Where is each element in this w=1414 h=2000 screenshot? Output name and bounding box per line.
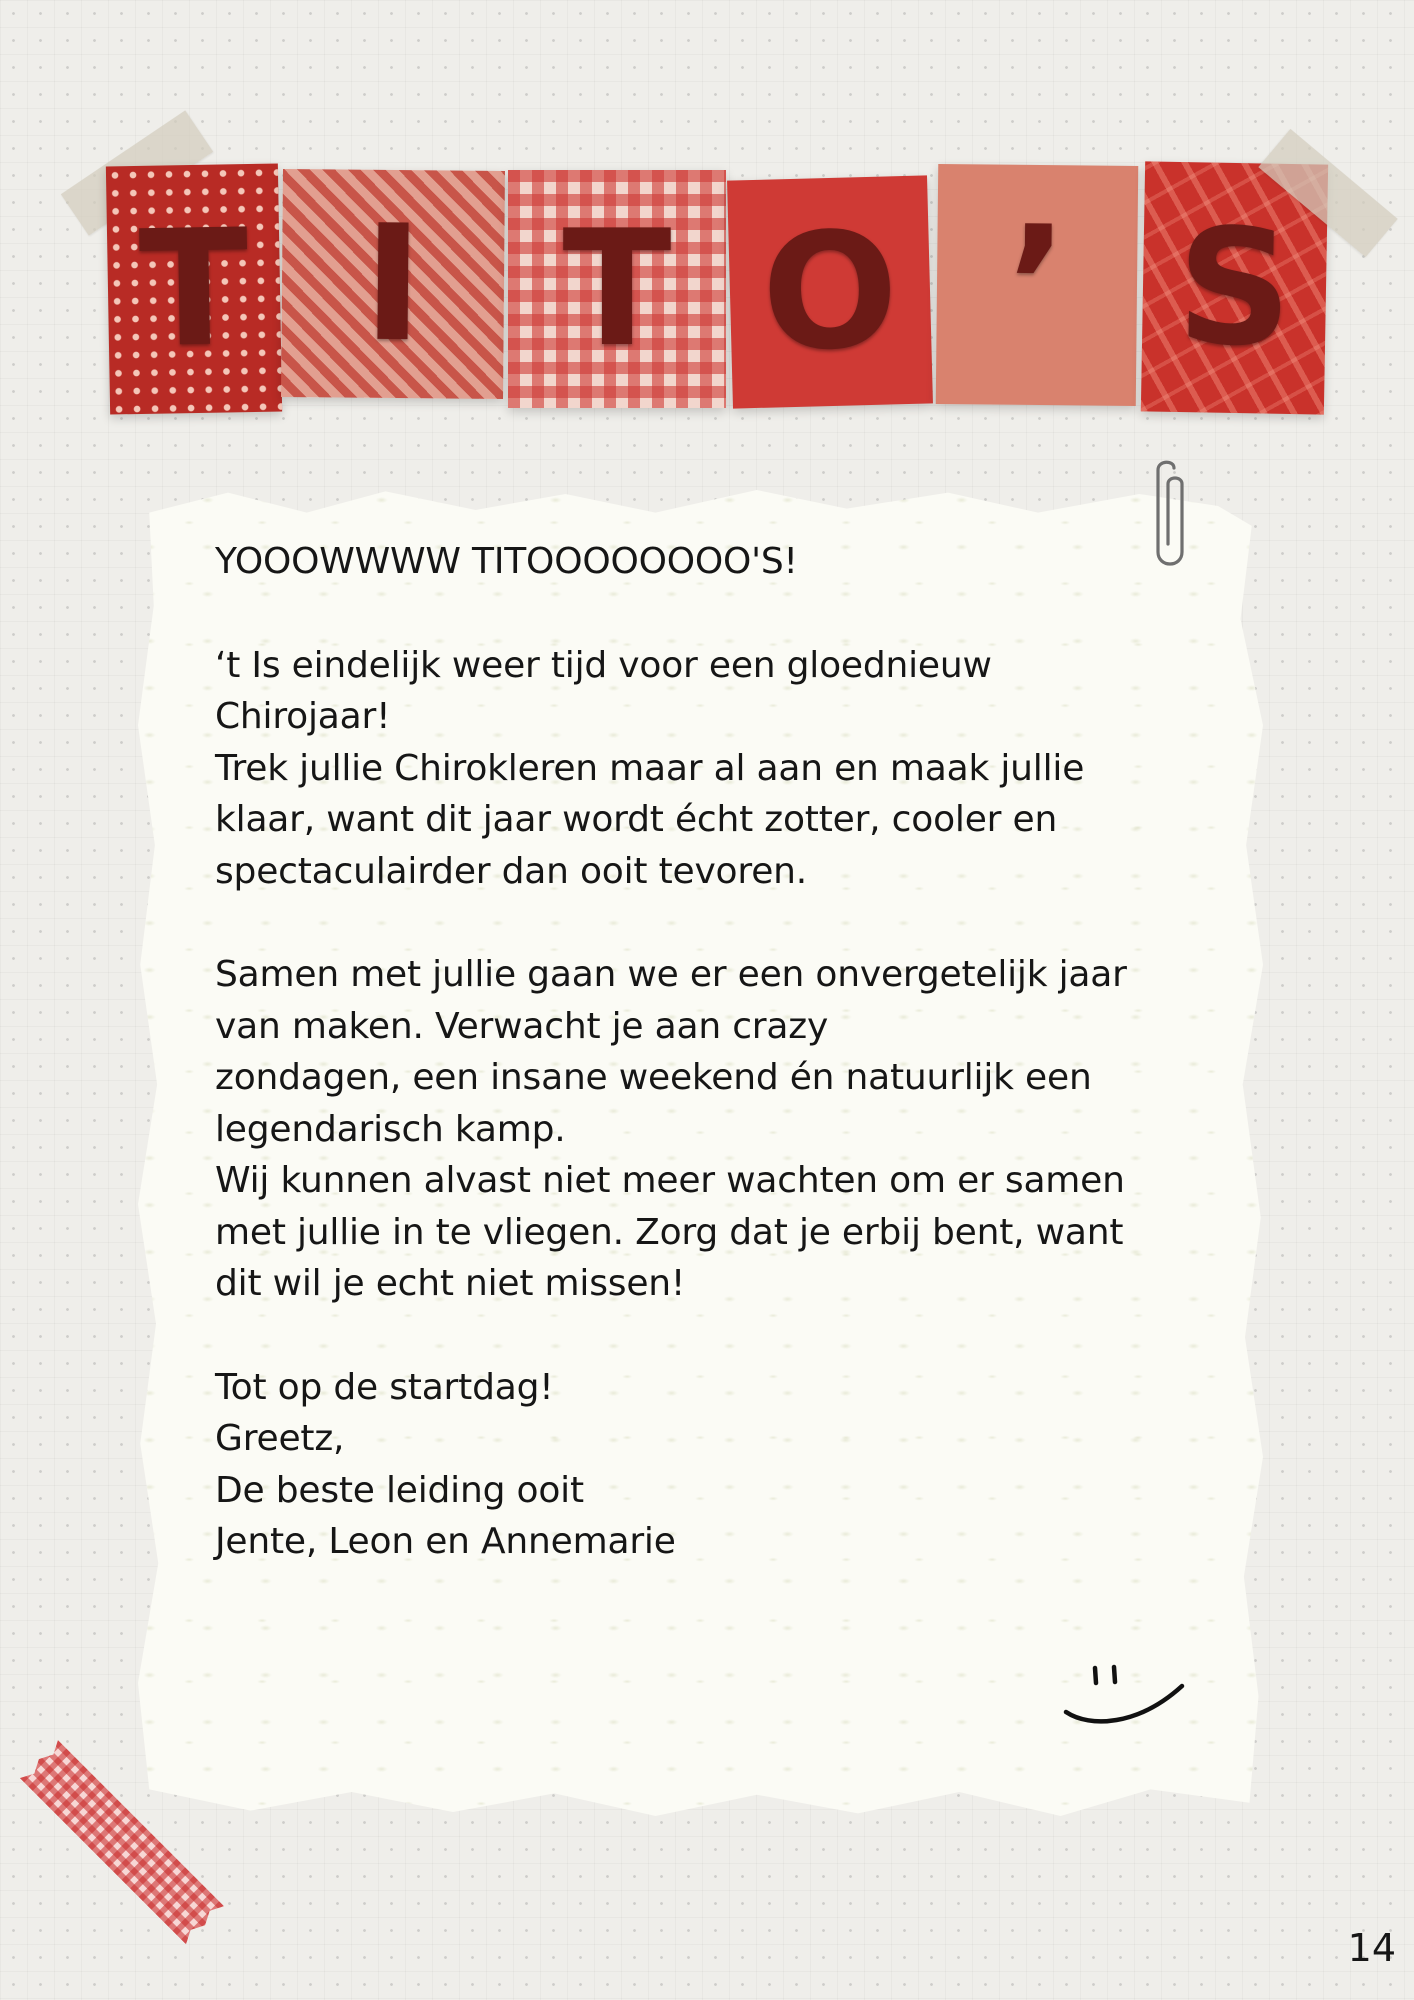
title-letter: T bbox=[137, 194, 251, 383]
title-tile bbox=[727, 175, 933, 408]
title-tile bbox=[106, 164, 282, 415]
letter-closing: Tot op de startdag! Greetz, De beste leiding ooit Jente, Leon en Annemarie bbox=[215, 1366, 676, 1562]
page-number: 14 bbox=[1347, 1926, 1396, 1970]
title-tile bbox=[281, 169, 505, 399]
title-letter: I bbox=[362, 189, 424, 378]
letter-body bbox=[215, 536, 1185, 1568]
title-banner bbox=[0, 0, 1414, 440]
title-letter: T bbox=[562, 195, 672, 382]
title-tile bbox=[508, 170, 726, 408]
letter-paragraph: Samen met jullie gaan we er een onvergetelijk jaar van maken. Verwacht je aan crazy zondagen, een insane weekend én natuurlijk een legendarisch kamp. Wij kunnen alvast niet meer wachten om er samen met jullie in te vliegen. Zorg dat je erbij bent, want dit wil je echt niet missen! bbox=[215, 954, 1127, 1304]
paragraph-gap bbox=[215, 588, 1185, 640]
letter-paragraph: ‘t Is eindelijk weer tijd voor een gloednieuw Chirojaar! Trek jullie Chirokleren maar al aan en maak jullie klaar, want dit jaar wordt écht zotter, cooler en spectaculairder dan ooit tevoren. bbox=[215, 644, 1085, 892]
paragraph-gap bbox=[215, 1310, 1185, 1362]
paragraph-gap bbox=[215, 897, 1185, 949]
paperclip-icon bbox=[1144, 460, 1188, 572]
title-letter: S bbox=[1175, 193, 1294, 382]
letter-greeting: YOOOWWWW TITOOOOOOOO'S! bbox=[215, 541, 798, 582]
title-letter: O bbox=[759, 196, 901, 387]
title-tile bbox=[936, 164, 1139, 406]
title-letter: ’ bbox=[1005, 190, 1069, 379]
smiley-face-icon bbox=[1058, 1658, 1190, 1738]
